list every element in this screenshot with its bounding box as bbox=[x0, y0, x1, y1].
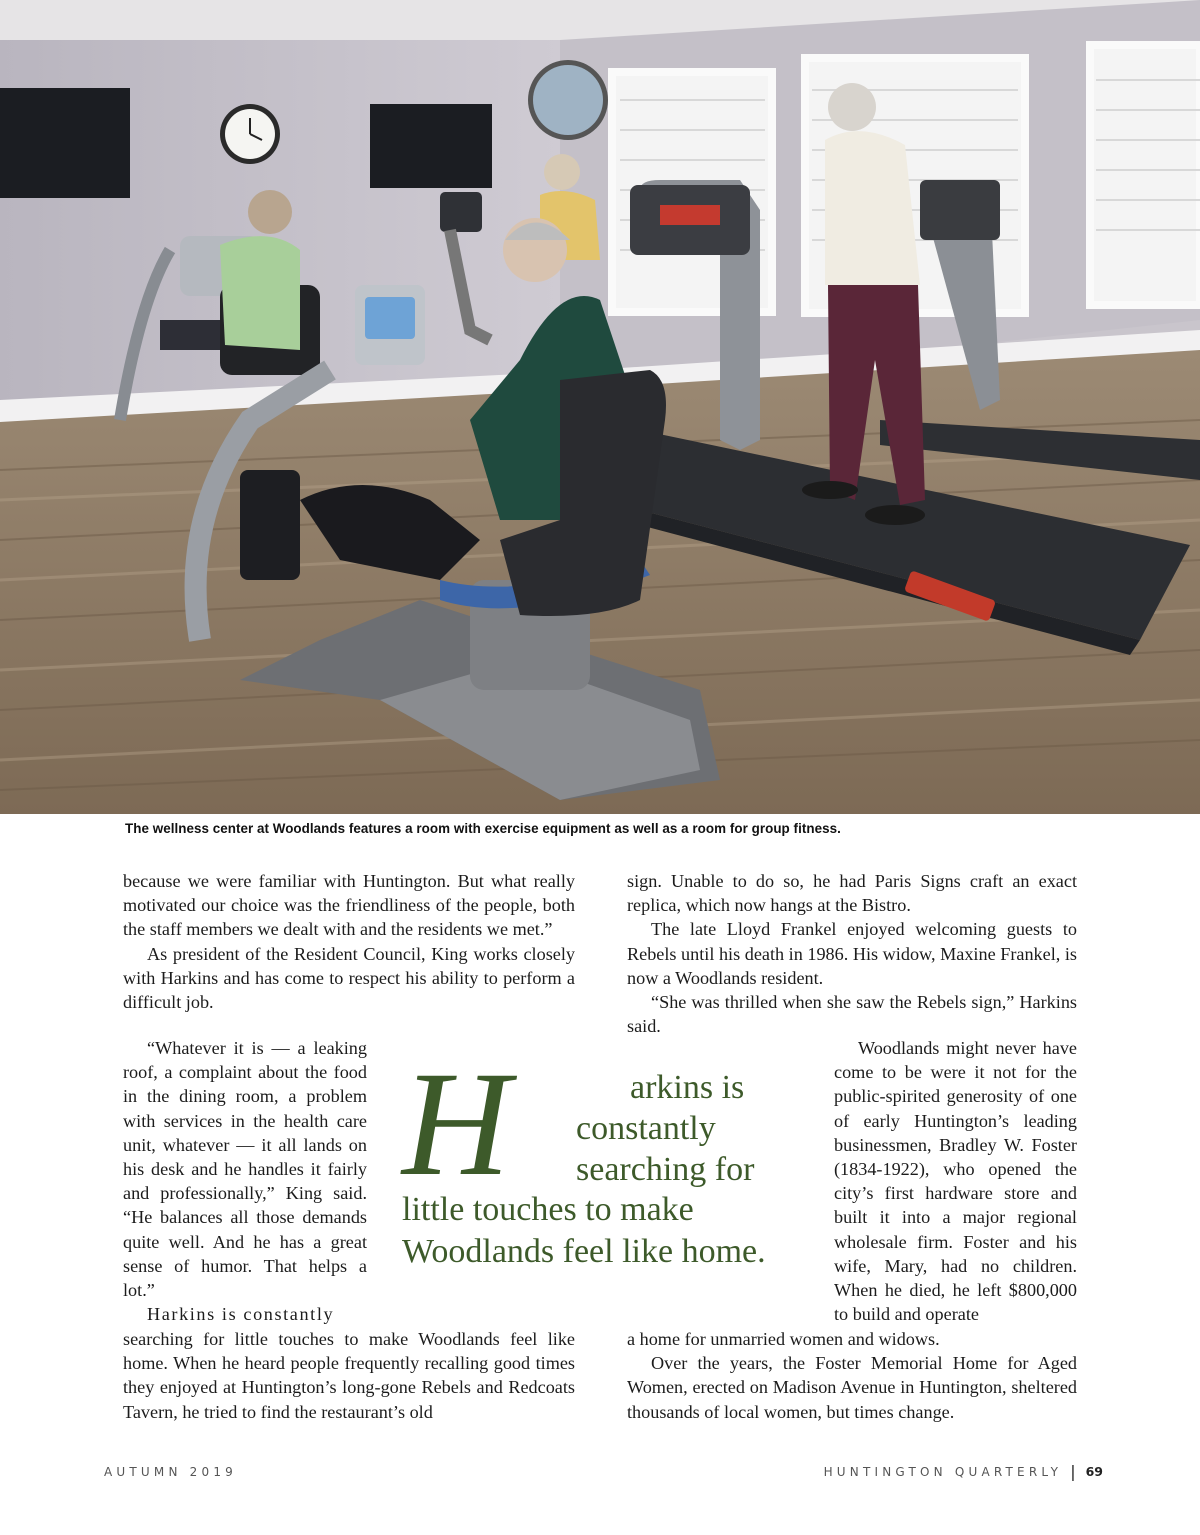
photo-caption: The wellness center at Woodlands features a room with exercise equipment as well as a room for group fitness. bbox=[125, 821, 841, 836]
left-column-narrow bbox=[123, 1036, 367, 1326]
left-column-bottom bbox=[123, 1327, 575, 1424]
right-column-top bbox=[627, 869, 1077, 1038]
footer-season: AUTUMN 2019 bbox=[104, 1465, 237, 1479]
magazine-name: HUNTINGTON QUARTERLY bbox=[823, 1464, 1063, 1479]
left-column-top bbox=[123, 869, 575, 1014]
right-column-bottom bbox=[627, 1327, 1077, 1424]
pull-quote-line: little touches to make bbox=[402, 1191, 694, 1228]
footer-right bbox=[824, 1462, 1103, 1481]
paragraph: Over the years, the Foster Memorial Home for Aged Women, erected on Madison Avenue in Huntington, sheltered thousands of local women, but times change. bbox=[627, 1353, 1077, 1422]
footer-separator: | bbox=[1070, 1462, 1076, 1481]
paragraph: As president of the Resident Council, King works closely with Harkins and has come to respect his ability to perform a difficult job. bbox=[123, 943, 575, 1013]
paragraph: because we were familiar with Huntington. But what really motivated our choice was the friendliness of the people, both the staff members we dealt with and the residents we met.” bbox=[123, 871, 575, 940]
pull-quote-line: Woodlands feel like home. bbox=[402, 1233, 766, 1270]
right-column-narrow bbox=[834, 1036, 1077, 1326]
paragraph: “She was thrilled when she saw the Rebels sign,” Harkins said. bbox=[627, 992, 1077, 1037]
paragraph: Woodlands might never have come to be were it not for the public-spirited generosity of one of early Huntington’s leading businessmen, Bradley W. Foster (1834-1922), who opened the city’s first hardware store and built it into a major regional wholesale firm. Foster and his wife, Mary, had no children. When he died, he left $800,000 to build and operate bbox=[834, 1038, 1077, 1325]
paragraph: “Whatever it is — a leaking roof, a complaint about the food in the dining room, a problem with services in the health care unit, whatever — it all lands on his desk and he handles it fairly and professionally,” King said. “He balances all those demands quite well. And he has a great sense of humor. That helps a lot.” bbox=[123, 1038, 367, 1301]
paragraph: The late Lloyd Frankel enjoyed welcoming guests to Rebels until his death in 1986. His widow, Maxine Frankel, is now a Woodlands resident. bbox=[627, 919, 1077, 988]
pull-quote-line: searching for bbox=[576, 1151, 755, 1188]
pull-quote-line: arkins is bbox=[630, 1069, 745, 1106]
initial-letter: H bbox=[402, 1062, 511, 1182]
page-number: 69 bbox=[1085, 1464, 1103, 1479]
paragraph: searching for little touches to make Woodlands feel like home. When he heard people frequently recalling good times they enjoyed at Huntington’s long-gone Rebels and Redcoats Tavern, he tried to find the restaurant’s old bbox=[123, 1329, 575, 1422]
paragraph: a home for unmarried women and widows. bbox=[627, 1329, 940, 1349]
pull-quote bbox=[398, 1062, 818, 1277]
paragraph: sign. Unable to do so, he had Paris Signs craft an exact replica, which now hangs at the Bistro. bbox=[627, 871, 1077, 916]
paragraph: Harkins is constantly bbox=[147, 1304, 335, 1325]
pull-quote-line: constantly bbox=[576, 1110, 716, 1147]
